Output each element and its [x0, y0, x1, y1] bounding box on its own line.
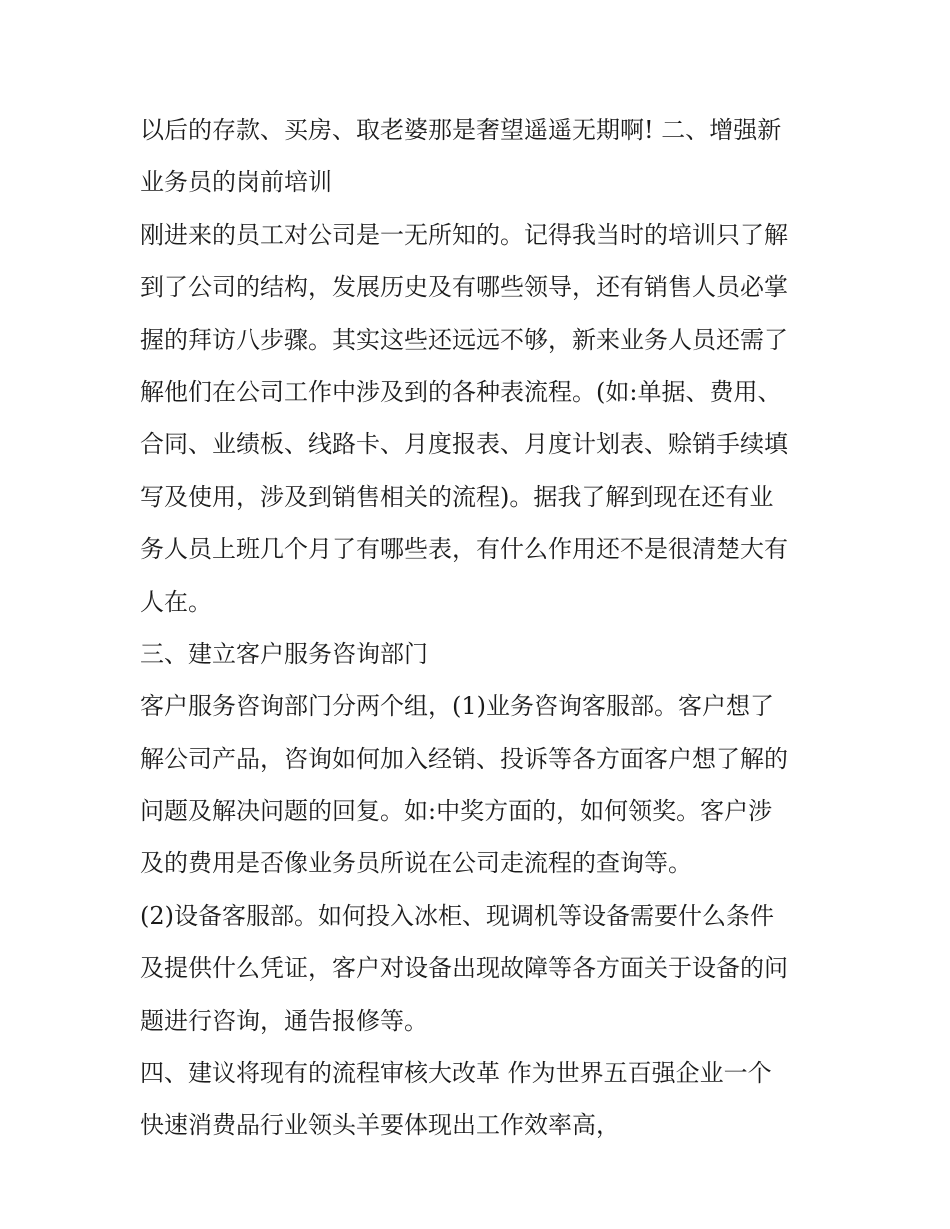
text-line: 及提供什么凭证，客户对设备出现故障等各方面关于设备的问: [140, 954, 788, 983]
text-line: 握的拜访八步骤。其实这些还远远不够，新来业务人员还需了: [140, 325, 788, 354]
text-line: 解公司产品，咨询如何加入经销、投诉等各方面客户想了解的: [140, 744, 788, 773]
text-line: 务人员上班几个月了有哪些表，有什么作用还不是很清楚大有: [140, 535, 788, 564]
document-body: [140, 104, 820, 1152]
text-line: 及的费用是否像业务员所说在公司走流程的查询等。: [140, 849, 692, 878]
text-line: 问题及解决问题的回复。如:中奖方面的，如何领奖。客户涉: [140, 797, 773, 826]
section-heading: 四、建议将现有的流程审核大改革 作为世界五百强企业一个: [140, 1059, 772, 1088]
text-line: 刚进来的员工对公司是一无所知的。记得我当时的培训只了解: [140, 220, 788, 249]
text-line: 以后的存款、买房、取老婆那是奢望遥遥无期啊! 二、增强新: [140, 116, 782, 144]
text-line: 人在。: [140, 587, 212, 616]
text-line: 题进行咨询，通告报修等。: [140, 1006, 428, 1035]
text-line: 客户服务咨询部门分两个组，(1)业务咨询客服部。客户想了: [140, 692, 774, 721]
text-line: 到了公司的结构，发展历史及有哪些领导，还有销售人员必掌: [140, 273, 788, 302]
text-line: 解他们在公司工作中涉及到的各种表流程。(如:单据、费用、: [140, 377, 782, 406]
text-line: (2)设备客服部。如何投入冰柜、现调机等设备需要什么条件: [140, 901, 774, 930]
text-line: 合同、业绩板、线路卡、月度报表、月度计划表、赊销手续填: [140, 430, 788, 459]
text-line: 写及使用，涉及到销售相关的流程)。据我了解到现在还有业: [140, 482, 774, 511]
text-line: 业务员的岗前培训: [140, 168, 332, 197]
text-line: 快速消费品行业领头羊要体现出工作效率高，: [140, 1111, 620, 1140]
section-heading: 三、建立客户服务咨询部门: [140, 639, 428, 668]
